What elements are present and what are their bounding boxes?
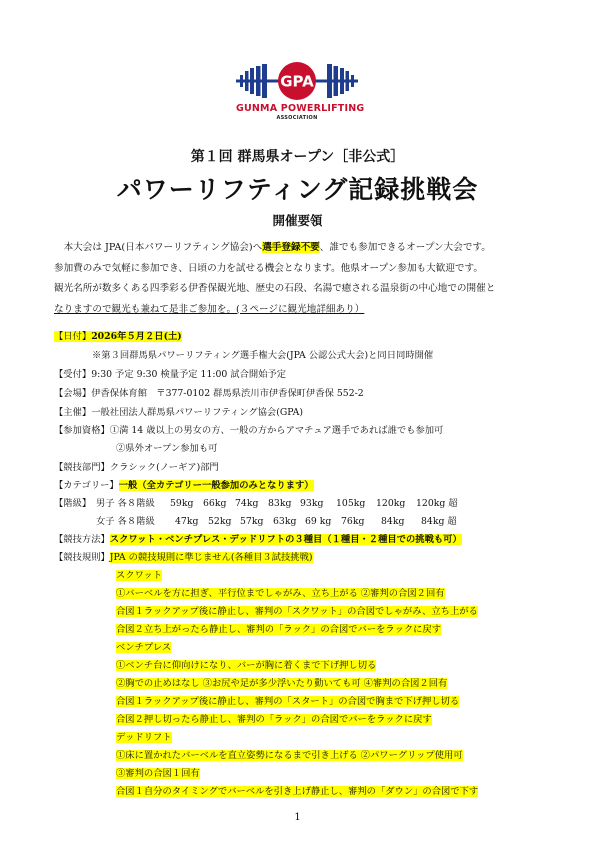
women-class-list: 47kg 52kg 57kg 63kg 69 kg 76kg 84kg 84kg 超 [175,516,457,527]
bench-rule-4: 合図２押し切ったら静止し、審判の「ラック」の合図でバーをラックに戻す [116,714,432,725]
event-title-guidelines: 開催要領 [272,213,323,228]
deadlift-rule-2: ③審判の合図１回有 [116,768,200,779]
bench-rule-2: ②胸での止めはなし ③お尻や足が多少浮いたり動いても可 ④審判の合図２回有 [116,678,448,689]
deadlift-rule-3: 合図１自分のタイミングでバーベルを引き上げ静止し、審判の「ダウン」の合図で下す [116,786,479,797]
deadlift-rule-1: ①床に置かれたバーベルを直立姿勢になるまで引き上げる ②パワーグリップ使用可 [116,750,463,761]
method-value: スクワット・ベンチプレス・デッドリフトの３種目（１種目・２種目での挑戦も可） [109,534,462,545]
organizer-row: 【主催】一般社団法人群馬県パワーリフティング協会(GPA) [54,407,304,418]
method-row: 【競技方法】スクワット・ベンチプレス・デッドリフトの３種目（１種目・２種目での挑戦も可） [54,534,462,545]
weight-class-women-row: 女子 各８階級 47kg 52kg 57kg 63kg 69 kg 76kg 84kg 84kg 超 [96,516,457,527]
rules-value: JPA の競技規則に準じません(各種目３試技挑戦) [109,552,313,563]
squat-rule-2: 合図１ラックアップ後に静止し、審判の「スクワット」の合図でしゃがみ、立ち上がる [116,606,478,617]
date-note: ※第３回群馬県パワーリフティング選手権大会(JPA 公認公式大会)と同日同時開催 [92,350,434,361]
squat-rule-3: 合図２立ち上がったら静止し、審判の「ラック」の合図でバーをラックに戻す [116,624,442,635]
logo-mark-text: GPA [280,72,314,91]
event-title-line1: 第１回 群馬県オープン［非公式］ [190,149,405,165]
category-row: 【カテゴリー】一般（全カテゴリー一般参加のみとなります） [54,480,314,491]
weight-class-men-row: 【階級】 男子 各８階級 59kg 66kg 74kg 83kg 93kg 105kg 120kg 120kg 超 [54,498,458,509]
no-registration-highlight: 選手登録不要 [262,242,320,253]
division-row: 【競技部門】クラシック(ノーギア)部門 [54,462,219,473]
reception-row: 【受付】9:30 予定 9:30 検量予定 11:00 試合開始予定 [54,369,287,380]
event-title-main: パワーリフティング記録挑戦会 [116,175,479,204]
venue-row: 【会場】伊香保体育館 〒377-0102 群馬県渋川市伊香保町伊香保 552-2 [54,388,364,399]
date-label: 【日付】 [54,331,92,342]
bench-rule-3: 合図１ラックアップ後に静止し、審判の「スタート」の合図で胸まで下げ押し切る [116,696,460,707]
intro-line-4: なりますので観光も兼ねて是非ご参加を。(３ページに観光地詳細あり） [54,303,365,315]
category-value: 一般（全カテゴリー一般参加のみとなります） [118,480,314,491]
deadlift-title: デッドリフト [116,732,172,743]
page-number: 1 [294,812,301,823]
date-row [54,330,182,343]
logo-name: GUNMA POWERLIFTING [236,103,365,114]
intro-line-2: 参加費のみで気軽に参加でき、日頃の力を試せる機会となります。他県オープン参加も大歓迎です。 [54,262,483,274]
intro-line-1: 本大会は JPA(日本パワーリフティング協会)へ選手登録不要、誰でも参加できるオープン大会です。 [54,242,491,253]
gpa-logo [236,60,365,132]
bench-title: ベンチプレス [116,642,172,653]
eligibility-line2: ②県外オープン参加も可 [116,443,218,454]
rules-row: 【競技規則】JPA の競技規則に準じません(各種目３試技挑戦) [54,552,313,563]
squat-rule-1: ①バーベルを方に担ぎ、平行位までしゃがみ、立ち上がる ②審判の合図２回有 [116,588,445,599]
date-value: 2026年５月２日(土) [91,331,182,342]
barbell-logo-icon [236,60,358,102]
bench-rule-1: ①ベンチ台に仰向けになり、バーが胸に着くまで下げ押し切る [116,660,377,671]
logo-sub: ASSOCIATION [276,115,318,121]
men-class-list: 59kg 66kg 74kg 83kg 93kg 105kg 120kg 120kg 超 [170,498,458,509]
eligibility-row: 【参加資格】①満 14 歳以上の男女の方、一般の方からアマチュア選手であれば誰でも参加可 [54,425,444,436]
intro-line-3: 観光名所が数多くある四季彩る伊香保観光地、歴史の石段、名湯で癒される温泉街の中心地での開催と [54,283,496,294]
squat-title: スクワット [116,570,163,581]
intro-paragraph [54,238,554,320]
